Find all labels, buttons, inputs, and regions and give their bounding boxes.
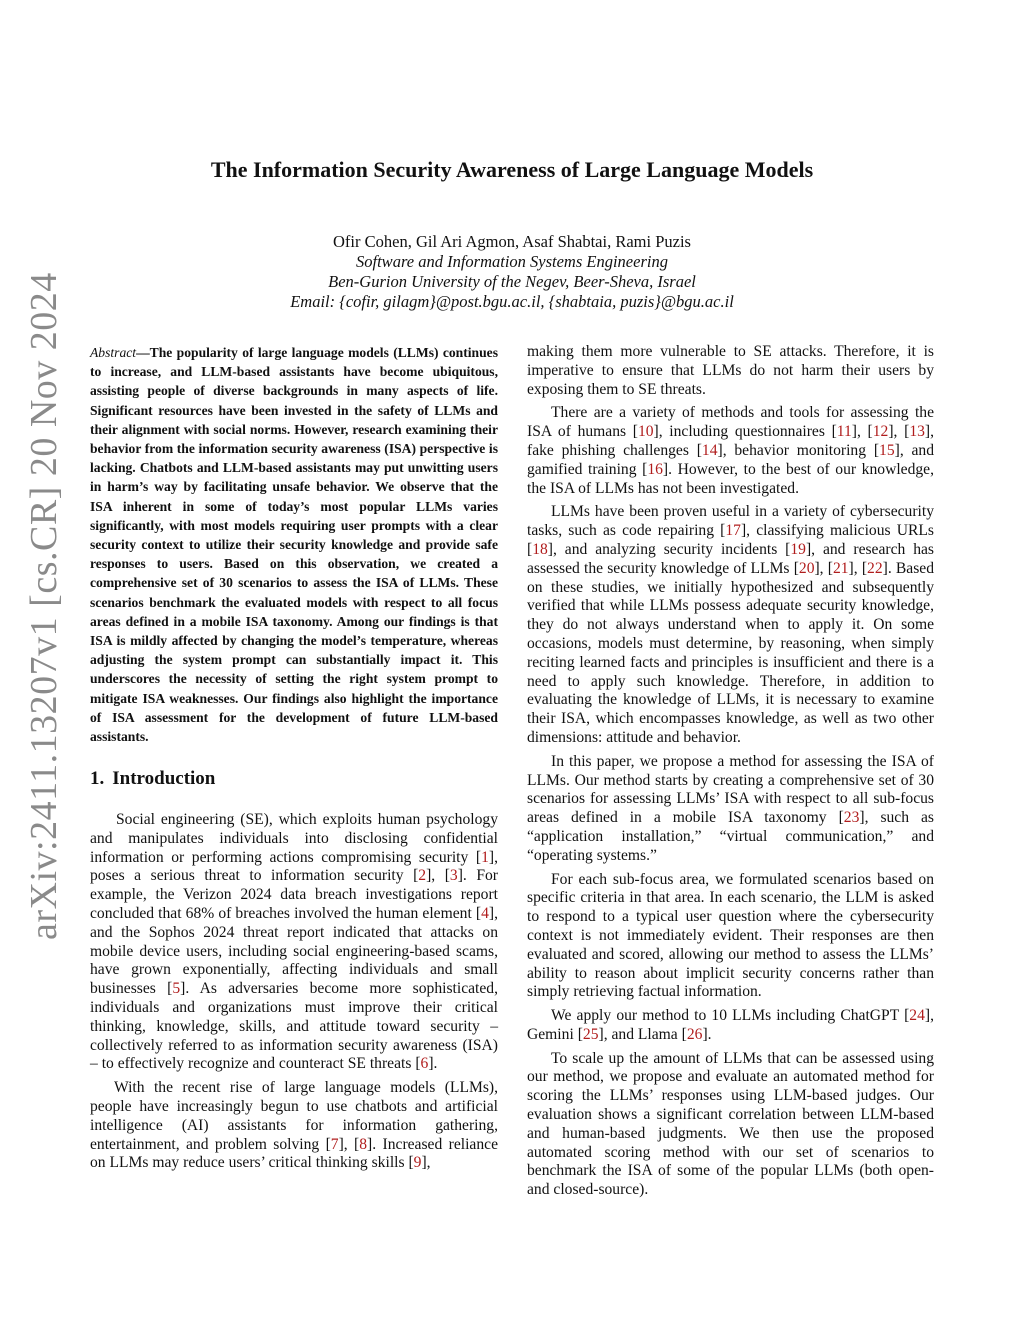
left-column (90, 343, 498, 1178)
citation-link[interactable]: 8 (359, 1135, 368, 1153)
text-run: , poses a serious threat to information security (90, 848, 498, 885)
intro-paragraph-5: In this paper, we propose a method for assessing the ISA of LLMs. Our method starts by creating a comprehensive set of 30 scenarios for assessing LLMs’ ISA with respect to all sub-focus areas defined in a mobile ISA taxonomy [23], such as “application installation,” “virtual communication,” and “operating systems.” (527, 752, 934, 864)
citation-link[interactable]: 10 (637, 423, 654, 441)
text-run: , and the Sophos 2024 threat report indicated that attacks on mobile device users, including social engineering-based scams, have grown exponentially, affecting individuals and small businesses (90, 905, 498, 998)
intro-paragraph-continued: making them more vulnerable to SE attacks. Therefore, it is imperative to ensure that LLMs do not harm their users by exposing them to SE threats. (527, 343, 934, 398)
citation-link[interactable]: 1 (481, 848, 489, 866)
text-run: , classifying malicious URLs (746, 522, 934, 540)
text-run: . For example, the Verizon 2024 data breach investigations report concluded that 68% of breaches involved the human element (90, 867, 498, 923)
text-run: , such as “application installation,” “virtual communication,” and “operating systems.” (527, 809, 934, 864)
text-run: . Based on these studies, we initially hypothesized and subsequently verified that while LLMs possess adequate security knowledge, they do not always understand when to apply it. On some occasions, models must determine, by reasoning, when simply reciting learned facts and principles is insufficient and there is a need to apply such knowledge. Therefore, in addition to evaluating the knowledge of LLMs, it is necessary to examine their ISA, which encompasses knowledge, as well as two other dimensions: attitude and behavior. (527, 559, 935, 746)
citation-link[interactable]: 17 (725, 522, 741, 540)
arxiv-margin-identifier: arXiv:2411.13207v1 [cs.CR] 20 Nov 2024 (23, 272, 65, 940)
text-run: , (893, 423, 905, 441)
text-run: . (433, 1055, 438, 1073)
text-run: , and analyzing security incidents (553, 540, 786, 558)
text-run: , (853, 559, 862, 577)
section-number: 1. (90, 768, 105, 790)
text-run: , including questionnaires (658, 423, 832, 441)
section-title: Introduction (112, 768, 216, 790)
text-run: In this paper, we propose a method for assessing the ISA of LLMs. Our method starts by creating a comprehensive set of 30 scenarios for assessing LLMs’ ISA with respect to all sub-focus areas defined in a mobile ISA taxonomy (527, 752, 934, 827)
text-run: , (431, 867, 445, 885)
citation-link[interactable]: 12 (872, 423, 889, 441)
citation-link[interactable]: 2 (418, 867, 427, 885)
citation-link[interactable]: 11 (836, 423, 852, 441)
citation-link[interactable]: 21 (832, 559, 849, 577)
citation-link[interactable]: 23 (843, 809, 860, 827)
affiliation-university: Ben-Gurion University of the Negev, Beer-Sheva, Israel (328, 272, 696, 291)
intro-paragraph-7: We apply our method to 10 LLMs including ChatGPT [24], Gemini [25], and Llama [26]. (527, 1007, 934, 1043)
text-run: With the recent rise of large language models (LLMs), people have increasingly begun to use chatbots and artificial intelligence (AI) assistants for information gathering, entertainment, and problem solving (90, 1079, 498, 1153)
paper-title: The Information Security Awareness of Large Language Models (210, 157, 814, 182)
abstract-label: Abstract (90, 345, 137, 360)
author-names: Ofir Cohen, Gil Ari Agmon, Asaf Shabtai, Rami Puzis (333, 232, 691, 251)
citation-link[interactable]: 24 (909, 1007, 925, 1025)
citation-link[interactable]: 5 (172, 980, 181, 998)
abstract (90, 343, 498, 746)
citation-link[interactable]: 4 (481, 905, 489, 923)
text-run: . (707, 1025, 712, 1043)
right-column (527, 343, 934, 1205)
text-run: , and research has assessed the security knowledge of LLMs (527, 540, 934, 577)
citation-link[interactable]: 16 (647, 460, 663, 478)
citation-link[interactable]: 19 (790, 540, 806, 558)
citation-link[interactable]: 3 (449, 867, 458, 885)
citation-link[interactable]: 26 (686, 1025, 703, 1043)
citation-link[interactable]: 22 (867, 559, 883, 577)
citation-link[interactable]: 7 (330, 1135, 339, 1153)
citation-link[interactable]: 18 (532, 540, 548, 558)
author-emails: Email: {cofir, gilagm}@post.bgu.ac.il, {shabtaia, puzis}@bgu.ac.il (290, 292, 734, 311)
intro-paragraph-2: With the recent rise of large language models (LLMs), people have increasingly begun to use chatbots and artificial intelligence (AI) assistants for information gathering, entertainment, and problem solving [7], [8]. Increased reliance on LLMs may reduce users’ critical thinking skills [9], (90, 1079, 498, 1172)
text-run: We apply our method to 10 LLMs including ChatGPT (551, 1007, 905, 1025)
intro-paragraph-6: For each sub-focus area, we formulated scenarios based on specific criteria in that area. In each scenario, the LLM is asked to respond to a typical user question where the cybersecurity context is not immediately evident. Their responses are then evaluated and scored, allowing our method to assess the LLMs’ ability to reason about implicit security concerns rather than simply retrieving factual information. (527, 870, 934, 1001)
text-run: There are a variety of methods and tools for assessing the ISA of humans (527, 404, 934, 441)
citation-link[interactable]: 25 (582, 1025, 599, 1043)
text-run: Social engineering (SE), which exploits human psychology and manipulates individuals into disclosing confidential information or performing actions compromising security (90, 811, 498, 866)
text-run: , (343, 1135, 355, 1153)
text-run: . However, to the best of our knowledge, the ISA of LLMs has not been investigated. (527, 460, 934, 497)
section-heading-introduction (90, 770, 498, 789)
intro-paragraph-4: LLMs have been proven useful in a variety of cybersecurity tasks, such as code repairing [17], classifying malicious URLs [18], and analyzing security incidents [19], and research has assessed the security knowledge of LLMs [20], [21], [22]. Based on these studies, we initially hypothesized and subsequently verified that while LLMs possess adequate security knowledge, they do not always understand when to apply it. On some occasions, models must determine, by reasoning, when simply reciting learned facts and principles is insufficient and there is a need to apply such knowledge. Therefore, in addition to evaluating the knowledge of LLMs, it is necessary to examine their ISA, which encompasses knowledge, as well as two other dimensions: attitude and behavior. (527, 503, 935, 746)
citation-link[interactable]: 6 (420, 1055, 429, 1073)
text-run: . Increased reliance on LLMs may reduce users’ critical thinking skills (90, 1135, 498, 1172)
text-run: , and Llama (603, 1025, 682, 1043)
citation-link[interactable]: 13 (909, 423, 925, 441)
author-block (0, 232, 1024, 312)
intro-paragraph-1: Social engineering (SE), which exploits human psychology and manipulates individuals into disclosing confidential information or performing actions compromising security [1], poses a serious threat to information security [2], [3]. For example, the Verizon 2024 data breach investigations report concluded that 68% of breaches involved the human element [4], and the Sophos 2024 threat report indicated that attacks on mobile device users, including social engineering-based scams, have grown exponentially, affecting individuals and small businesses [5]. As adversaries become more sophisticated, individuals and organizations must improve their critical thinking, knowledge, skills, and attitude toward security – collectively referred to as information security awareness (ISA) – to effectively recognize and counteract SE threats [6]. (90, 811, 498, 1073)
intro-paragraph-3: There are a variety of methods and tools for assessing the ISA of humans [10], including questionnaires [11], [12], [13], fake phishing challenges [14], behavior monitoring [15], and gamified training [16]. However, to the best of our knowledge, the ISA of LLMs has not been investigated. (527, 404, 935, 497)
citation-link[interactable]: 20 (798, 559, 815, 577)
affiliation-department: Software and Information Systems Engineering (356, 252, 668, 271)
text-run: , behavior monitoring (722, 441, 874, 459)
citation-link[interactable]: 14 (701, 441, 718, 459)
abstract-text: —The popularity of large language models (LLMs) continues to increase, and LLM-based assistants have become ubiquitous, assisting people of diverse backgrounds in many aspects of life. Significant resources have been invested in the safety of LLMs and their alignment with social norms. However, research examining their behavior from the information security awareness (ISA) perspective is lacking. Chatbots and LLM-based assistants may put unwitting users in harm’s way by facilitating unsafe behavior. We observe that the ISA inherent in some of today’s most popular LLMs varies significantly, with most models requiring user prompts with a clear security context to utilize their security knowledge and provide safe responses to users. Based on this observation, we created a comprehensive set of 30 scenarios to assess the ISA of LLMs. These scenarios benchmark the evaluated models with respect to all focus areas defined in a mobile ISA taxonomy. Among our findings is that ISA is mildly affected by changing the model’s temperature, whereas adjusting the system prompt can substantially impact it. This underscores the necessity of setting the right system prompt to mitigate ISA weaknesses. Our findings also highlight the importance of ISA assessment for the development of future LLM-based assistants. (90, 345, 498, 745)
text-run: . As adversaries become more sophisticated, individuals and organizations must improve their critical thinking, knowledge, skills, and attitude toward security – collectively referred to as information security awareness (ISA) – to effectively recognize and counteract SE threats (90, 980, 498, 1073)
citation-link[interactable]: 15 (879, 441, 895, 459)
text-run: , fake phishing challenges (527, 423, 935, 459)
text-run: LLMs have been proven useful in a variety of cybersecurity tasks, such as code repairing (527, 503, 934, 540)
intro-paragraph-8: To scale up the amount of LLMs that can be assessed using our method, we propose and evaluate an automated method for scoring the LLMs’ responses using LLM-based judges. Our evaluation shows a significant correlation between LLM-based and human-based judgments. We then use the proposed automated scoring method with our set of scenarios to benchmark the ISA of some of the popular LLMs (both open- and closed-source). (527, 1049, 934, 1199)
text-run: , and gamified training (527, 441, 935, 478)
text-run: , Gemini (527, 1007, 934, 1043)
text-run: , (426, 1154, 431, 1172)
citation-link[interactable]: 9 (413, 1154, 422, 1172)
